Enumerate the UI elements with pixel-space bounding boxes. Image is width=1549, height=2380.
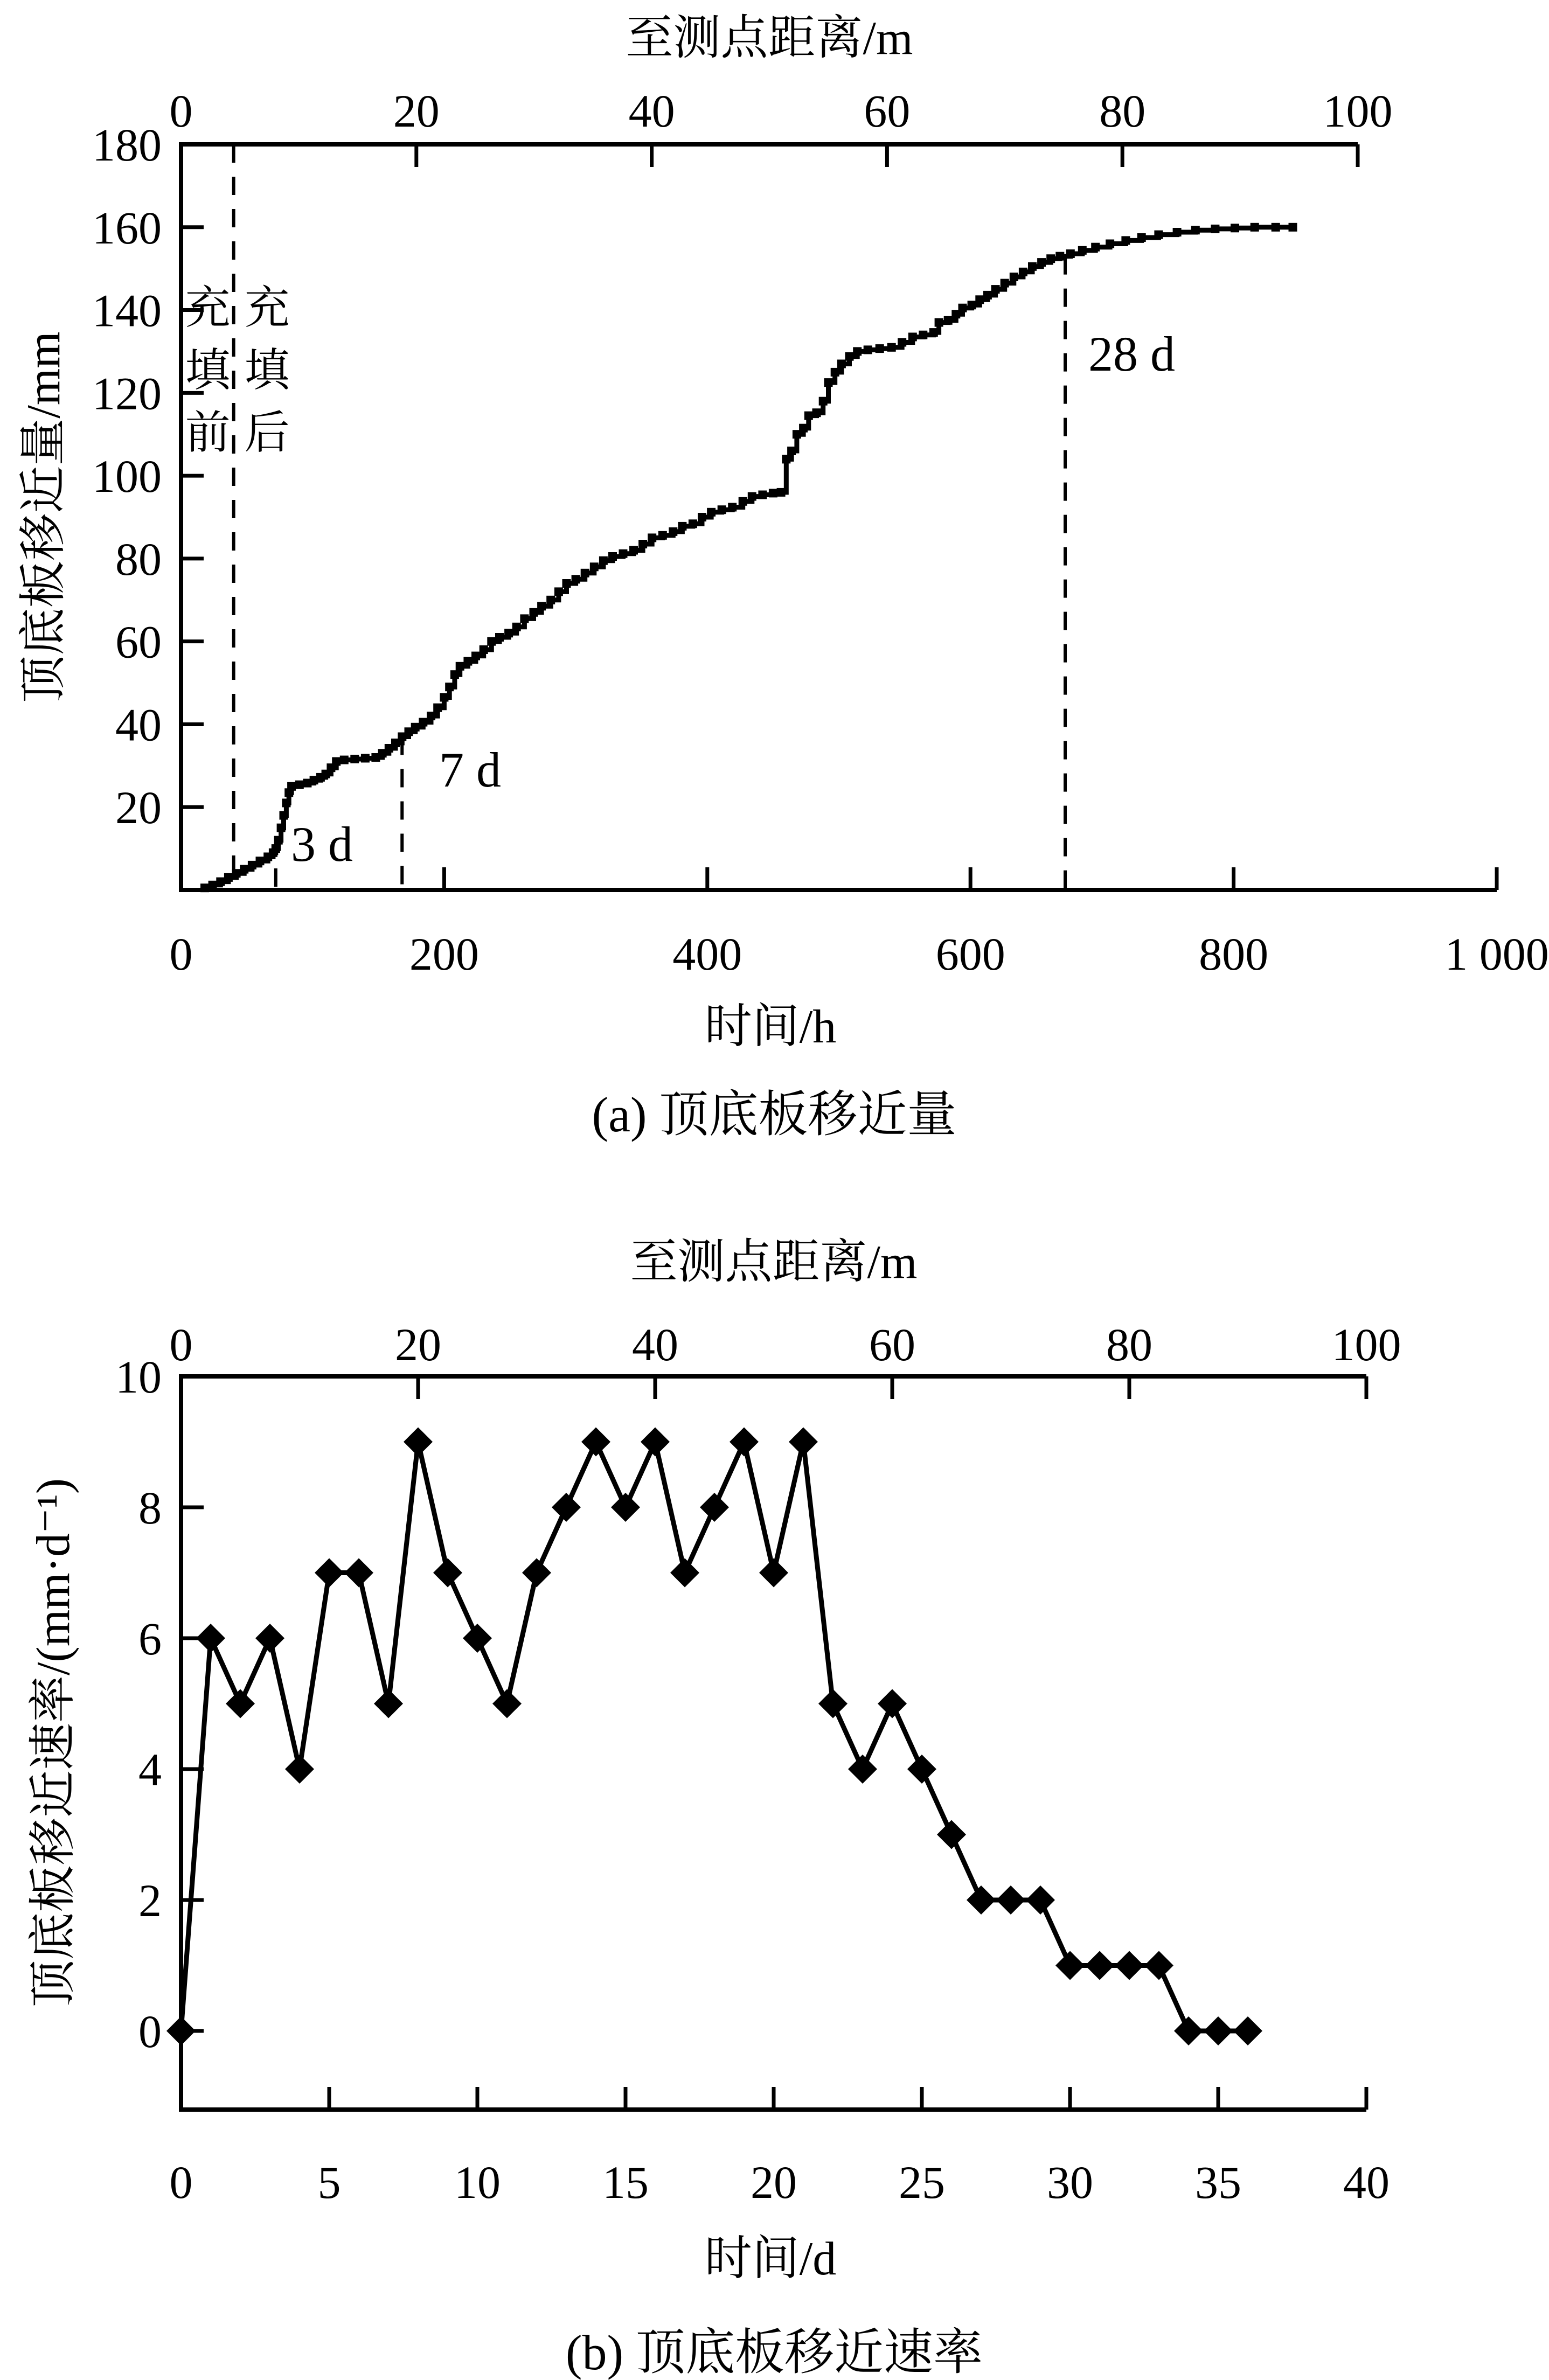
a-curve-marker — [658, 531, 667, 540]
a-curve-marker — [463, 657, 472, 666]
a-curve-marker — [232, 869, 241, 878]
b-diamond-marker — [315, 1558, 344, 1588]
a-y-tick-label: 60 — [115, 616, 162, 668]
a-curve-marker — [450, 670, 459, 679]
a-curve-marker — [1028, 262, 1037, 271]
a-curve-marker — [546, 596, 555, 604]
a-curve-marker — [272, 844, 280, 853]
a-curve-marker — [433, 704, 442, 712]
a-curve-marker — [908, 333, 917, 342]
a-curve-marker — [1272, 223, 1280, 232]
a-curve-marker — [427, 712, 435, 720]
a-curve-marker — [748, 492, 756, 501]
b-diamond-marker — [1085, 1951, 1114, 1980]
a-curve-marker — [864, 345, 872, 354]
chart-b-caption: (b) 顶底板移近速率 — [565, 2325, 983, 2380]
a-curve-marker — [1078, 246, 1087, 255]
fill-after-label — [245, 283, 293, 458]
a-curve-marker — [1046, 254, 1055, 263]
a-curve-marker — [456, 662, 464, 671]
a-curve-marker — [440, 693, 448, 702]
a-curve-marker — [537, 602, 546, 610]
a-curve-marker — [1019, 268, 1027, 276]
a-curve-marker — [1066, 249, 1075, 258]
a-x-tick-label: 1 000 — [1444, 928, 1549, 980]
a-curve-marker — [256, 857, 265, 865]
b-top-tick-label: 0 — [169, 1319, 193, 1370]
b-diamond-marker — [1055, 1951, 1085, 1980]
a-curve-marker — [1211, 225, 1219, 233]
a-curve-marker — [689, 519, 697, 528]
b-diamond-marker — [344, 1558, 373, 1588]
a-x-tick-label: 200 — [409, 928, 479, 980]
b-diamond-marker — [641, 1428, 670, 1457]
a-y-tick-label: 120 — [92, 367, 162, 420]
a-curve-marker — [1137, 233, 1146, 242]
b-diamond-marker — [1233, 2016, 1262, 2045]
a-curve-marker — [678, 522, 686, 531]
b-x-tick-label: 25 — [899, 2156, 945, 2208]
a-curve-marker — [648, 533, 656, 542]
a-curve-marker — [698, 513, 706, 521]
b-diamond-marker — [670, 1558, 699, 1588]
a-y-tick-label: 160 — [92, 201, 162, 254]
b-diamond-marker — [1115, 1951, 1144, 1980]
a-curve-marker — [845, 352, 854, 361]
b-diamond-marker — [818, 1689, 848, 1718]
fill-after-label-char: 后 — [244, 408, 290, 458]
a-curve-marker — [350, 755, 359, 763]
b-y-tick-label: 2 — [138, 1875, 162, 1926]
a-curve-marker — [958, 304, 967, 312]
a-curve-marker — [975, 295, 984, 304]
a-curve-marker — [1173, 228, 1182, 236]
a-curve-marker — [799, 424, 808, 433]
b-y-tick-label: 10 — [115, 1351, 162, 1403]
a-curve-marker — [1091, 243, 1100, 252]
b-diamond-marker — [937, 1820, 966, 1849]
a-curve-marker — [216, 878, 225, 886]
a-curve-marker — [411, 723, 420, 732]
a-curve-marker — [944, 316, 953, 325]
a-curve-marker — [853, 347, 862, 356]
a-curve-marker — [1154, 231, 1163, 239]
a-y-tick-label: 180 — [92, 119, 162, 171]
b-diamond-marker — [196, 1624, 225, 1653]
a-curve-marker — [787, 447, 796, 455]
b-diamond-marker — [374, 1689, 403, 1718]
b-diamond-marker — [255, 1624, 284, 1653]
b-diamond-marker — [433, 1558, 462, 1588]
fill-after-label-char: 填 — [244, 346, 290, 396]
a-curve-marker — [1001, 279, 1009, 288]
a-curve-marker — [332, 757, 341, 766]
a-curve-marker — [1010, 273, 1018, 281]
a-curve-marker — [782, 455, 790, 463]
a-curve-marker — [495, 633, 504, 642]
b-diamond-marker — [611, 1493, 640, 1522]
b-diamond-marker — [226, 1689, 255, 1718]
a-curve-marker — [837, 360, 846, 368]
b-y-tick-label: 8 — [138, 1482, 162, 1534]
b-x-tick-label: 30 — [1047, 2156, 1093, 2208]
a-curve-marker — [758, 491, 767, 499]
a-curve-marker — [248, 861, 256, 869]
a-curve-marker — [812, 408, 821, 417]
a-curve-marker — [419, 718, 427, 727]
a-y-tick-label: 80 — [115, 533, 162, 585]
fill-before-label-char: 填 — [185, 346, 231, 396]
a-curve-marker — [619, 549, 628, 558]
a-curve-marker — [340, 756, 349, 764]
a-curve-marker — [991, 285, 1000, 294]
a-curve-marker — [554, 587, 563, 596]
a-curve-marker — [282, 799, 290, 808]
b-diamond-marker — [700, 1493, 729, 1522]
b-diamond-marker — [730, 1428, 759, 1457]
annotation-3d-label: 3 d — [291, 817, 353, 872]
a-curve-marker — [361, 754, 370, 763]
b-diamond-marker — [1144, 1951, 1173, 1980]
b-diamond-marker — [581, 1428, 610, 1457]
a-curve-marker — [804, 412, 813, 420]
a-curve-marker — [240, 865, 248, 874]
a-curve-marker — [728, 503, 737, 512]
b-diamond-marker — [848, 1755, 877, 1784]
b-diamond-marker — [552, 1493, 581, 1522]
a-curve-marker — [504, 629, 513, 637]
annotation-28d-label: 28 d — [1088, 326, 1175, 381]
a-curve-marker — [1121, 236, 1130, 245]
a-curve-marker — [1191, 226, 1200, 234]
a-y-tick-label: 100 — [92, 450, 162, 503]
b-top-tick-label: 20 — [395, 1319, 441, 1370]
a-curve-marker — [445, 683, 454, 691]
b-diamond-marker — [907, 1755, 936, 1784]
a-curve-marker — [824, 378, 833, 387]
b-diamond-marker — [759, 1558, 788, 1588]
a-curve-marker — [487, 637, 496, 646]
a-curve-marker — [1251, 223, 1259, 232]
a-y-tick-label: 20 — [115, 782, 162, 834]
a-top-tick-label: 80 — [1099, 85, 1146, 137]
a-curve-marker — [1231, 224, 1239, 232]
a-curve-marker — [581, 569, 589, 577]
a-curve-marker — [590, 562, 599, 571]
a-curve-marker — [608, 552, 617, 561]
b-diamond-marker — [522, 1558, 551, 1588]
a-curve-marker — [209, 881, 217, 889]
a-y-tick-label: 140 — [92, 284, 162, 337]
a-curve-marker — [929, 328, 938, 337]
b-diamond-marker — [1026, 1885, 1055, 1915]
a-curve-marker — [295, 781, 304, 789]
a-curve-marker — [638, 540, 647, 548]
chart-a-x-axis-title: 时间/h — [704, 1001, 837, 1053]
chart-a-caption: (a) 顶底板移近量 — [592, 1087, 957, 1142]
a-curve-marker — [968, 301, 976, 309]
b-diamond-marker — [285, 1755, 314, 1784]
a-curve-marker — [983, 291, 992, 300]
fill-before-label-char: 充 — [185, 283, 231, 333]
b-rate-line — [181, 1442, 1248, 2031]
a-curve-marker — [831, 368, 839, 377]
b-top-tick-label: 100 — [1331, 1319, 1401, 1370]
a-curve-marker — [629, 546, 638, 555]
annotation-7d-label: 7 d — [439, 742, 501, 797]
chart-b-top-axis-title: 至测点距离/m — [630, 1236, 918, 1289]
a-curve-marker — [769, 489, 777, 497]
b-top-tick-label: 80 — [1106, 1319, 1152, 1370]
fill-before-label-char: 前 — [185, 408, 231, 458]
a-curve-marker — [707, 508, 716, 517]
a-top-tick-label: 0 — [169, 85, 193, 137]
a-x-tick-label: 400 — [672, 928, 742, 980]
b-x-tick-label: 20 — [751, 2156, 797, 2208]
a-curve-marker — [935, 318, 943, 327]
b-y-tick-label: 4 — [138, 1744, 162, 1796]
a-x-tick-label: 0 — [169, 928, 193, 980]
a-curve-marker — [520, 614, 529, 623]
fill-before-label — [185, 283, 234, 458]
a-top-tick-label: 60 — [864, 85, 911, 137]
a-top-tick-label: 100 — [1323, 85, 1393, 137]
a-curve-marker — [669, 527, 677, 536]
b-y-tick-label: 6 — [138, 1613, 162, 1665]
a-curve-marker — [1289, 223, 1297, 232]
a-curve-marker — [480, 645, 488, 654]
b-diamond-marker — [1174, 2016, 1203, 2045]
a-curve-marker — [898, 338, 906, 347]
a-curve-marker — [280, 811, 288, 820]
b-diamond-marker — [878, 1689, 907, 1718]
a-top-tick-label: 20 — [393, 85, 440, 137]
a-curve-marker — [224, 873, 233, 882]
b-diamond-marker — [967, 1885, 996, 1915]
a-top-tick-label: 40 — [628, 85, 675, 137]
a-curve-marker — [777, 488, 786, 497]
chart-b — [115, 1319, 1401, 2208]
b-diamond-marker — [1204, 2016, 1233, 2045]
a-curve-marker — [599, 556, 608, 565]
b-x-tick-label: 0 — [169, 2156, 193, 2208]
a-curve-marker — [919, 331, 927, 339]
b-x-tick-label: 40 — [1343, 2156, 1390, 2208]
a-x-tick-label: 800 — [1199, 928, 1269, 980]
b-top-tick-label: 40 — [632, 1319, 678, 1370]
a-curve-marker — [1106, 240, 1114, 248]
a-y-tick-label: 40 — [115, 699, 162, 751]
b-x-tick-label: 35 — [1195, 2156, 1241, 2208]
chart-a-top-axis-title: 至测点距离/m — [626, 12, 913, 65]
a-curve-marker — [718, 505, 726, 514]
chart-b-y-axis-title: 顶底板移近速率/(mm·d⁻¹) — [27, 1478, 80, 2008]
chart-b-x-axis-title: 时间/d — [704, 2233, 837, 2285]
a-curve-marker — [274, 836, 283, 845]
b-diamond-marker — [789, 1428, 818, 1457]
a-curve-marker — [572, 575, 580, 583]
a-curve-marker — [530, 608, 538, 617]
a-curve-marker — [819, 397, 828, 406]
b-y-tick-label: 0 — [138, 2006, 162, 2057]
b-x-tick-label: 5 — [317, 2156, 341, 2208]
a-curve-marker — [287, 782, 296, 791]
a-curve-marker — [471, 652, 480, 660]
chart-a-y-axis-title: 顶底板移近量/mm — [18, 331, 70, 703]
a-curve-marker — [1055, 252, 1064, 261]
a-curve-marker — [200, 883, 209, 892]
b-x-tick-label: 10 — [454, 2156, 501, 2208]
b-top-tick-label: 60 — [869, 1319, 915, 1370]
b-diamond-marker — [463, 1624, 492, 1653]
a-curve-marker — [277, 824, 286, 832]
b-diamond-marker — [492, 1689, 522, 1718]
b-diamond-marker — [166, 2016, 196, 2045]
fill-after-label-char: 充 — [244, 283, 290, 333]
a-curve-marker — [887, 343, 896, 352]
a-x-tick-label: 600 — [935, 928, 1005, 980]
a-curve-marker — [562, 579, 571, 588]
a-curve-marker — [876, 344, 884, 353]
a-curve-marker — [512, 623, 521, 631]
a-curve-marker — [739, 497, 747, 506]
b-x-tick-label: 15 — [602, 2156, 649, 2208]
a-curve-marker — [1037, 258, 1046, 267]
b-diamond-marker — [404, 1428, 433, 1457]
b-diamond-marker — [996, 1885, 1025, 1915]
